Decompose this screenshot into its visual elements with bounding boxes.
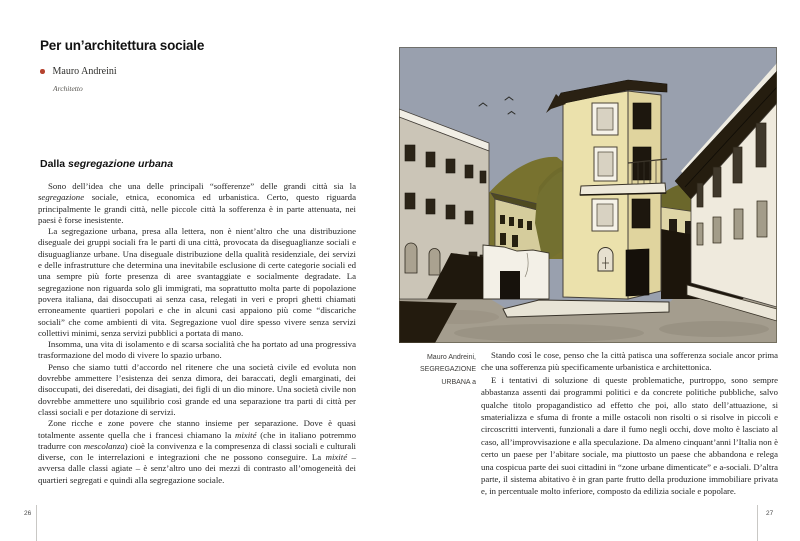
author-name: Mauro Andreini — [52, 66, 117, 77]
page-number-right: 27 — [766, 510, 774, 517]
author-role: Architetto — [53, 84, 83, 93]
illustration-caption — [399, 352, 476, 389]
section-heading-prefix: Dalla — [40, 158, 69, 170]
illustration-segregazione-urbana — [399, 47, 777, 343]
caption-line: URBANA a — [441, 378, 476, 386]
paragraph: La segregazione urbana, presa alla lettera, non è nient’altro che una distribuzione diseguale dei gruppi sociali fra le parti di una città, provocata da diseguaglianze sociali e disuguaglianze urbane. Una diseguale distribuzione della qualità residenziale, dei servizi e delle infrastrutture che determina una inevitabile esclusione di certe categorie sociali ed una sempre più forte presenza di aree svantaggiate e socialmente degradate. La segregazione non riguarda solo gli immigrati, ma soprattutto molta parte di popolazione povera italiana, dai disoccupati ai senza casa, relegati in veri e propri ghetti chiamati erroneamente quartieri popolari e che in alcuni casi appaiono più come “discariche sociali” che come ambienti di vita. Segregazione vuol dire spesso vivere senza servizi collettivi minimi, senza servizi pubblici a portata di mano. — [38, 226, 356, 338]
left-page-body-text — [38, 181, 356, 486]
paragraph: E i tentativi di soluzione di queste problematiche, purtroppo, sono sempre abbastanza assenti dai programmi politici e da concrete politiche pubbliche, salvo qualche titolo propagandistico ad effetto che poi, allo stato dell’attuazione, si smaterializza e sfuma di fronte a mille ostacoli non risolti o si risolve in piccoli e circoscritti interventi, funzionali a dare il fumo negli occhi, dove molto è lasciato al caso, all’improvvisazione e alla speculazione. Da almeno cinquant’anni l’Italia non è certo un paese per l’abitare sociale, ma piuttosto un paese che abbandona e relega una cospicua parte dei suoi cittadini in “zone urbane dimenticate” e a-sociali. D’altra parte, il sistema abitativo è in gran parte frutto della produzione immobiliare privata e, in percentuale molto inferiore, composto da edilizia sociale e popolare. — [481, 374, 778, 497]
section-heading — [40, 158, 173, 170]
paragraph: Sono dell’idea che una delle principali “sofferenze” delle grandi città sia la segregazione sociale, etnica, economica ed urbanistica. Certo, questo riguarda principalmente le grandi città, nelle piccole città la sofferenza è in parte attenuata, nei paesi è forse inesistente. — [38, 181, 356, 225]
right-page-body-text — [481, 349, 778, 498]
author-row — [40, 66, 117, 77]
section-heading-italic: segregazione urbana — [68, 158, 174, 170]
paragraph: Insomma, una vita di isolamento e di scarsa socialità che ha portato ad una progressiva trasformazione del modo di vivere lo spazio urbano. — [38, 339, 356, 361]
page-title: Per un’architettura sociale — [40, 38, 205, 53]
paragraph: Zone ricche e zone povere che stanno insieme per separazione. Dove è quasi totalmente assente quella che i francesi chiamano la mixité (che in italiano potremmo tradurre con mescolanza) cioè la convivenza e la compresenza di classi sociali e culturali diverse, con le interrelazioni e integrazioni che ne possono conseguire. La mixité – avversa dalle classi agiate – è senz’altro uno dei mezzi di contrasto all’omogeneità dei quartieri segregati e quindi alla segregazione sociale. — [38, 418, 356, 485]
paragraph: Stando così le cose, penso che la città patisca una sofferenza sociale ancor prima che una sofferenza più specificamente urbanistica e architettonica. — [481, 350, 778, 373]
caption-line: SEGREGAZIONE — [419, 366, 476, 374]
caption-line: Mauro Andreini, — [426, 354, 476, 361]
dark-doorway — [500, 271, 520, 299]
footer-rule-left — [36, 505, 37, 541]
white-wall — [483, 245, 549, 299]
footer-rule-right — [757, 505, 758, 541]
page-number-left: 26 — [24, 510, 32, 517]
paragraph: Penso che siamo tutti d’accordo nel ritenere che una società civile ed evoluta non dovrebbe ammettere l’esistenza dei senza dimora, dei baraccati, degli emarginati, dei disoccupati, dei diseredati, dei disagiati, dei figli di un dio minore. Una società civile non dovrebbe ammettere uno squilibrio così grande ed una separazione tra parti di città per classi sociali e per dotazione di servizi. — [38, 361, 356, 417]
author-bullet-icon — [40, 69, 45, 74]
